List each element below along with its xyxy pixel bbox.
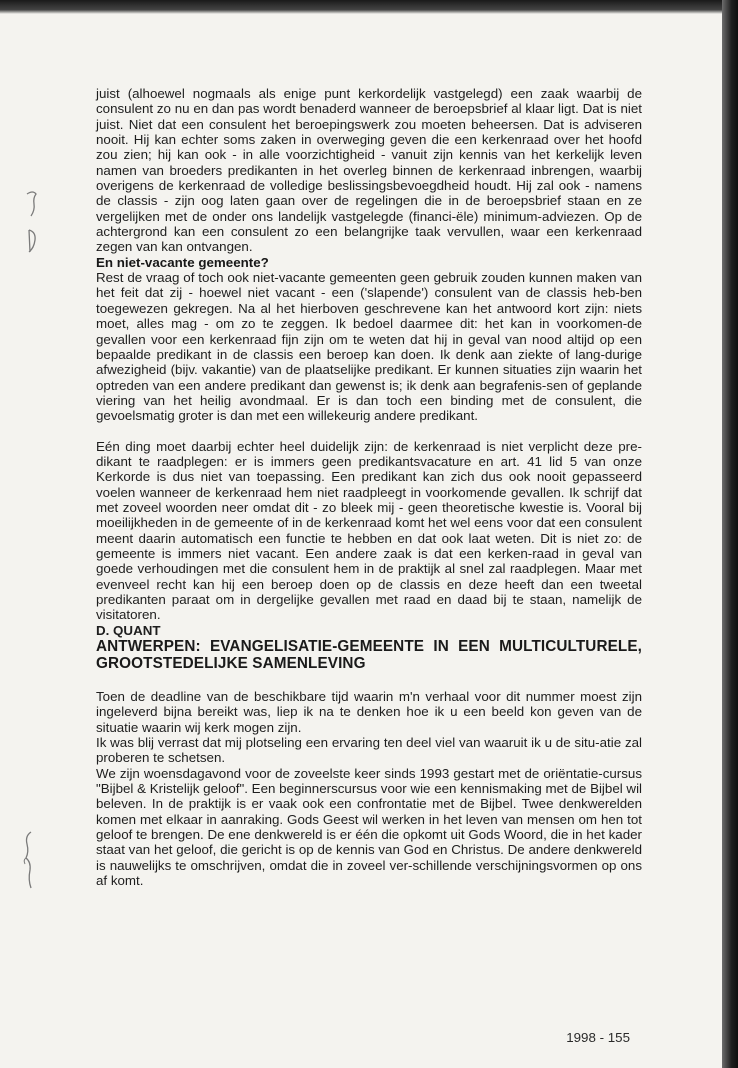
body-paragraph: Toen de deadline van de beschikbare tijd waarin m'n verhaal voor dit nummer moest zijn ingeleverd bijna bereikt was, liep ik na te denken hoe ik u een beeld kon geven van de situatie waarin wij kerk mogen zijn.: [96, 689, 642, 735]
author-signature: D. QUANT: [96, 622, 161, 638]
pencil-margin-mark-upper: [24, 186, 40, 258]
body-paragraph: Rest de vraag of toch ook niet-vacante gemeenten geen gebruik zouden kunnen maken van het feit dat zij - hoewel niet vacant - een ('slapende') consulent van de classis heb-ben toegewezen gekregen. Na al het hierboven geschrevene kan het antwoord kort zijn: niets moet, alles mag - om zo te zeggen. Ik bedoel daarmee dit: het kan in voorkomen-de gevallen voor een kerkenraad fijn zijn om te weten dat hij in geval van nood altijd op een bepaalde predikant in de classis een beroep kan doen. Ik denk aan ziekte of lang-durige afwezigheid (bijv. vakantie) van de plaatselijke predikant. Er kunnen situaties zijn waarin het optreden van een andere predikant dan gewenst is; ik denk aan begrafenis-sen of geplande viering van het heilig avondmaal. Er is dan toch een binding met de consulent, die gevoelsmatig groter is dan met een willekeurig andere predikant.: [96, 270, 642, 424]
intro-paragraph: juist (alhoewel nogmaals als enige punt kerkordelijk vastgelegd) een zaak waarbij de consulent zo nu en dan pas wordt benaderd wanneer de beroepsbrief al klaar ligt. Dat is niet juist. Niet dat een consulent het beroepingswerk zou moeten beheersen. Dat is adviseren nooit. Hij kan echter soms zaken in overweging geven die een kerkenraad over het hoofd zou zien; hij kan ook - in alle voorzichtigheid - vanuit zijn kennis van het kerkelijk leven namen van broeders predikanten in het overleg binnen de kerkenraad inbrengen, waarbij overigens de kerkenraad de volledige beslissingsbevoegdheid houdt. Hij zal ook - namens de classis - zijn oog laten gaan over de regelingen die in de beroepsbrief staan en ze vergelijken met de onder ons landelijk vastgelegde (financi-ële) minimum-adviezen. Op de achtergrond kan een consulent zo een belangrijke taak vervullen, waar een kerkenraad zegen van kan ontvangen.: [96, 86, 642, 255]
article-body: [96, 689, 642, 888]
page-number: 1998 - 155: [566, 1030, 630, 1045]
body-paragraph: We zijn woensdagavond voor de zoveelste keer sinds 1993 gestart met de oriëntatie-cursus "Bijbel & Kristelijk geloof". Een beginnerscursus voor wie een kennismaking met de Bijbel wil beleven. In de praktijk is er vaak ook een confrontatie met de Bijbel. Twee denkwerelden komen met elkaar in aanraking. Gods Geest wil werken in het leven van mensen om hen tot geloof te brengen. De ene denkwereld is er één die opkomt uit Gods Woord, die in het kader staat van het geloof, die gericht is op de kennis van God en Christus. De andere denkwereld is nauwelijks te omschrijven, omdat die in zoveel ver-schillende verschijningsvormen op ons af komt.: [96, 765, 642, 889]
body-paragraph: Ik was blij verrast dat mij plotseling een ervaring ten deel viel van waaruit ik u de situ-atie zal proberen te schetsen.: [96, 735, 642, 766]
text-column: [96, 86, 642, 889]
pencil-margin-bracket-lower: [22, 830, 36, 890]
scan-right-edge: [722, 0, 738, 1068]
body-paragraph: Eén ding moet daarbij echter heel duidelijk zijn: de kerkenraad is niet verplicht deze pre-dikant te raadplegen: er is immers geen predikantsvacature en art. 41 lid 5 van onze Kerkorde is dus niet van toepassing. Een predikant kan zich dus ook nooit gepasseerd voelen wanneer de kerkenraad hem niet raadpleegt in voorkomende gevallen. Ik schrijf dat met zoveel woorden neer omdat dit - zo bleek mij - geen theoretische kwestie is. Vooral bij moeilijkheden in de gemeente of in de kerkenraad komt het wel eens voor dat een consulent meent daarin automatisch een functie te hebben en dat ook laat weten. Dit is niet zo: de gemeente is immers niet vacant. Een andere zaak is dat een kerken-raad in geval van goede verhoudingen met die consulent hem in de praktijk al snel zal raadplegen. Maar met evenveel recht kan hij een beroep doen op de classis en deze heeft dan een tweetal predikanten paraat om in dergelijke gevallen met raad en daad bij te staan, namelijk de visitatoren.: [96, 438, 642, 623]
section-heading-niet-vacante: En niet-vacante gemeente?: [96, 254, 269, 270]
article-title: ANTWERPEN: EVANGELISATIE-GEMEENTE IN EEN MULTICULTURELE, GROOTSTEDELIJKE SAMENLEVING: [96, 638, 642, 673]
scan-top-edge: [0, 0, 738, 14]
